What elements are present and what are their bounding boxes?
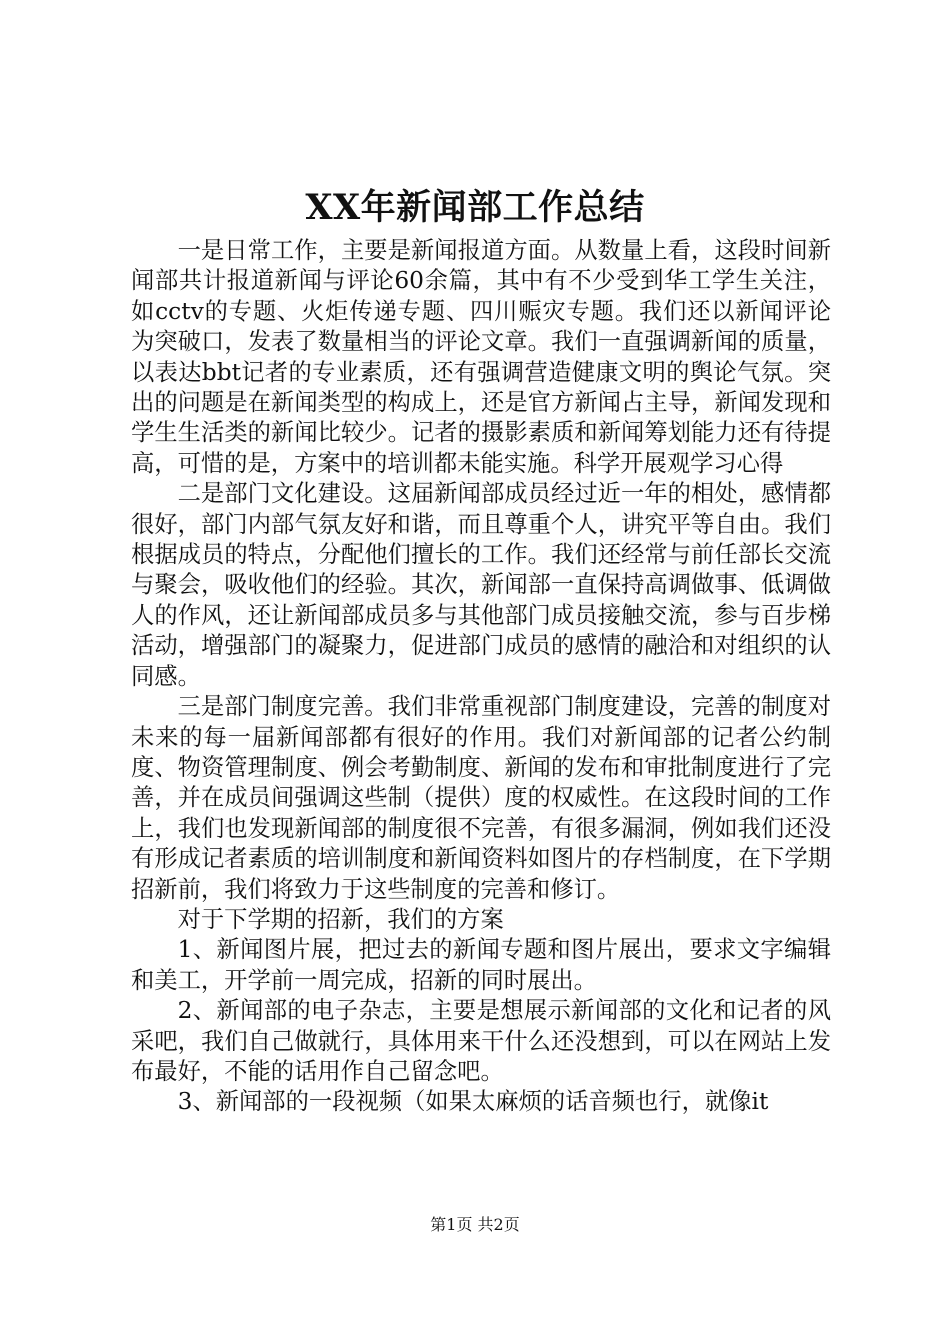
document-body	[131, 236, 831, 1118]
document-title: XX年新闻部工作总结	[305, 187, 645, 228]
page-footer: 第1页 共2页	[430, 1215, 520, 1234]
paragraph-system: 三是部门制度完善。我们非常重视部门制度建设，完善的制度对未来的每一届新闻部都有很好的作用。我们对新闻部的记者公约制度、物资管理制度、例会考勤制度、新闻的发布和审批制度进行了完善，并在成员间强调这些制（提供）度的权威性。在这段时间的工作上，我们也发现新闻部的制度很不完善，有很多漏洞，例如我们还没有形成记者素质的培训制度和新闻资料如图片的存档制度，在下学期招新前，我们将致力于这些制度的完善和修订。	[131, 693, 831, 903]
paragraph-item-2: 2、新闻部的电子杂志，主要是想展示新闻部的文化和记者的风采吧，我们自己做就行，具体用来干什么还没想到，可以在网站上发布最好，不能的话用作自己留念吧。	[131, 997, 831, 1085]
paragraph-recruit-plan: 对于下学期的招新，我们的方案	[177, 905, 504, 933]
paragraph-daily-work: 一是日常工作，主要是新闻报道方面。从数量上看，这段时间新闻部共计报道新闻与评论60余篇，其中有不少受到华工学生关注，如cctv的专题、火炬传递专题、四川赈灾专题。我们还以新闻评论为突破口，发表了数量相当的评论文章。我们一直强调新闻的质量，以表达bbt记者的专业素质，还有强调营造健康文明的舆论气氛。突出的问题是在新闻类型的构成上，还是官方新闻占主导，新闻发现和学生生活类的新闻比较少。记者的摄影素质和新闻筹划能力还有待提高，可惜的是，方案中的培训都未能实施。科学开展观学习心得	[131, 237, 831, 477]
paragraph-item-3: 3、新闻部的一段视频（如果太麻烦的话音频也行，就像it	[177, 1088, 769, 1116]
paragraph-culture: 二是部门文化建设。这届新闻部成员经过近一年的相处，感情都很好，部门内部气氛友好和谐，而且尊重个人，讲究平等自由。我们根据成员的特点，分配他们擅长的工作。我们还经常与前任部长交流与聚会，吸收他们的经验。其次，新闻部一直保持高调做事、低调做人的作风，还让新闻部成员多与其他部门成员接触交流，参与百步梯活动，增强部门的凝聚力，促进部门成员的感情的融洽和对组织的认同感。	[131, 480, 831, 690]
paragraph-item-1: 1、新闻图片展，把过去的新闻专题和图片展出，要求文字编辑和美工，开学前一周完成，招新的同时展出。	[131, 936, 831, 994]
